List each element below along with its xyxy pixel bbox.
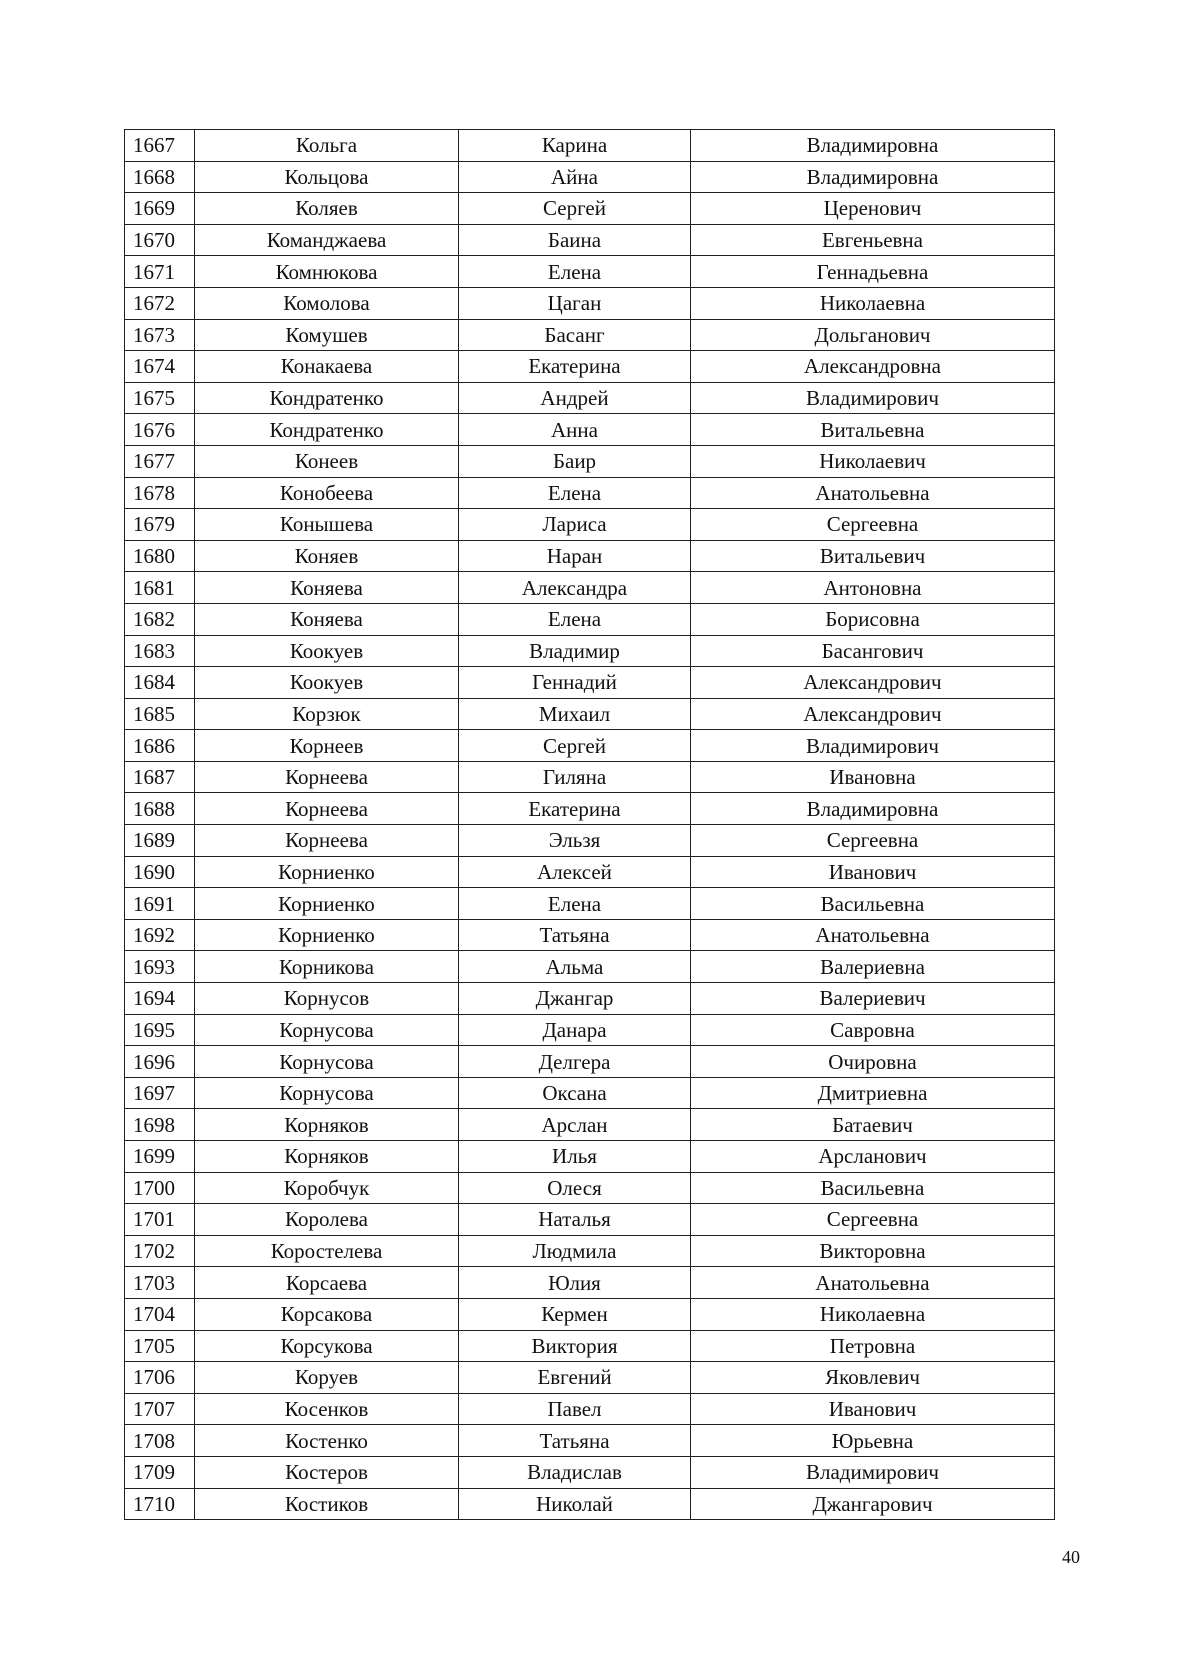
first-name-cell: Джангар bbox=[459, 983, 691, 1015]
patronymic-cell: Евгеньевна bbox=[691, 224, 1055, 256]
patronymic-cell: Владимировна bbox=[691, 130, 1055, 162]
first-name-cell: Елена bbox=[459, 888, 691, 920]
patronymic-cell: Джангарович bbox=[691, 1488, 1055, 1520]
patronymic-cell: Владимирович bbox=[691, 1456, 1055, 1488]
first-name-cell: Владимир bbox=[459, 635, 691, 667]
patronymic-cell: Очировна bbox=[691, 1046, 1055, 1078]
patronymic-cell: Валериевич bbox=[691, 983, 1055, 1015]
patronymic-cell: Владимировна bbox=[691, 793, 1055, 825]
table-row bbox=[125, 477, 1055, 509]
patronymic-cell: Васильевна bbox=[691, 888, 1055, 920]
patronymic-cell: Юрьевна bbox=[691, 1425, 1055, 1457]
table-row bbox=[125, 572, 1055, 604]
row-number-cell: 1671 bbox=[125, 256, 195, 288]
row-number-cell: 1708 bbox=[125, 1425, 195, 1457]
first-name-cell: Алексей bbox=[459, 856, 691, 888]
row-number-cell: 1679 bbox=[125, 509, 195, 541]
table-row bbox=[125, 445, 1055, 477]
table-row bbox=[125, 1077, 1055, 1109]
patronymic-cell: Владимирович bbox=[691, 730, 1055, 762]
row-number-cell: 1682 bbox=[125, 603, 195, 635]
row-number-cell: 1695 bbox=[125, 1014, 195, 1046]
first-name-cell: Елена bbox=[459, 603, 691, 635]
row-number-cell: 1687 bbox=[125, 761, 195, 793]
patronymic-cell: Владимировна bbox=[691, 161, 1055, 193]
row-number-cell: 1696 bbox=[125, 1046, 195, 1078]
row-number-cell: 1691 bbox=[125, 888, 195, 920]
last-name-cell: Комолова bbox=[195, 287, 459, 319]
table-row bbox=[125, 319, 1055, 351]
last-name-cell: Корняков bbox=[195, 1141, 459, 1173]
first-name-cell: Гиляна bbox=[459, 761, 691, 793]
patronymic-cell: Витальевич bbox=[691, 540, 1055, 572]
first-name-cell: Олеся bbox=[459, 1172, 691, 1204]
first-name-cell: Айна bbox=[459, 161, 691, 193]
patronymic-cell: Николаевна bbox=[691, 287, 1055, 319]
patronymic-cell: Борисовна bbox=[691, 603, 1055, 635]
table-row bbox=[125, 1046, 1055, 1078]
page-number: 40 bbox=[1062, 1547, 1080, 1567]
last-name-cell: Коробчук bbox=[195, 1172, 459, 1204]
patronymic-cell: Басангович bbox=[691, 635, 1055, 667]
last-name-cell: Корниенко bbox=[195, 856, 459, 888]
first-name-cell: Илья bbox=[459, 1141, 691, 1173]
row-number-cell: 1704 bbox=[125, 1298, 195, 1330]
row-number-cell: 1684 bbox=[125, 667, 195, 699]
table-row bbox=[125, 1456, 1055, 1488]
row-number-cell: 1690 bbox=[125, 856, 195, 888]
last-name-cell: Корнеев bbox=[195, 730, 459, 762]
row-number-cell: 1705 bbox=[125, 1330, 195, 1362]
row-number-cell: 1710 bbox=[125, 1488, 195, 1520]
row-number-cell: 1701 bbox=[125, 1204, 195, 1236]
last-name-cell: Конышева bbox=[195, 509, 459, 541]
row-number-cell: 1694 bbox=[125, 983, 195, 1015]
table-row bbox=[125, 130, 1055, 162]
table-row bbox=[125, 635, 1055, 667]
patronymic-cell: Анатольевна bbox=[691, 477, 1055, 509]
last-name-cell: Корнусова bbox=[195, 1014, 459, 1046]
last-name-cell: Корнеева bbox=[195, 825, 459, 857]
first-name-cell: Анна bbox=[459, 414, 691, 446]
table-row bbox=[125, 414, 1055, 446]
patronymic-cell: Николаевна bbox=[691, 1298, 1055, 1330]
patronymic-cell: Александровна bbox=[691, 351, 1055, 383]
table-row bbox=[125, 983, 1055, 1015]
table-row bbox=[125, 1362, 1055, 1394]
row-number-cell: 1669 bbox=[125, 193, 195, 225]
table-row bbox=[125, 1393, 1055, 1425]
table-row bbox=[125, 603, 1055, 635]
row-number-cell: 1685 bbox=[125, 698, 195, 730]
last-name-cell: Корнеева bbox=[195, 761, 459, 793]
patronymic-cell: Сергеевна bbox=[691, 1204, 1055, 1236]
table-row bbox=[125, 951, 1055, 983]
last-name-cell: Корнусова bbox=[195, 1077, 459, 1109]
patronymic-cell: Васильевна bbox=[691, 1172, 1055, 1204]
table-row bbox=[125, 1172, 1055, 1204]
row-number-cell: 1689 bbox=[125, 825, 195, 857]
last-name-cell: Косенков bbox=[195, 1393, 459, 1425]
last-name-cell: Кондратенко bbox=[195, 414, 459, 446]
table-row bbox=[125, 1298, 1055, 1330]
table-row bbox=[125, 1330, 1055, 1362]
row-number-cell: 1674 bbox=[125, 351, 195, 383]
roster-sheet bbox=[124, 129, 1054, 1520]
row-number-cell: 1673 bbox=[125, 319, 195, 351]
row-number-cell: 1672 bbox=[125, 287, 195, 319]
table-row bbox=[125, 1204, 1055, 1236]
row-number-cell: 1700 bbox=[125, 1172, 195, 1204]
last-name-cell: Коокуев bbox=[195, 635, 459, 667]
table-row bbox=[125, 1235, 1055, 1267]
table-row bbox=[125, 856, 1055, 888]
table-row bbox=[125, 287, 1055, 319]
patronymic-cell: Петровна bbox=[691, 1330, 1055, 1362]
table-row bbox=[125, 730, 1055, 762]
last-name-cell: Королева bbox=[195, 1204, 459, 1236]
first-name-cell: Кермен bbox=[459, 1298, 691, 1330]
last-name-cell: Коляев bbox=[195, 193, 459, 225]
row-number-cell: 1692 bbox=[125, 919, 195, 951]
first-name-cell: Екатерина bbox=[459, 793, 691, 825]
patronymic-cell: Сергеевна bbox=[691, 825, 1055, 857]
last-name-cell: Кольга bbox=[195, 130, 459, 162]
first-name-cell: Евгений bbox=[459, 1362, 691, 1394]
patronymic-cell: Сергеевна bbox=[691, 509, 1055, 541]
row-number-cell: 1697 bbox=[125, 1077, 195, 1109]
first-name-cell: Альма bbox=[459, 951, 691, 983]
first-name-cell: Лариса bbox=[459, 509, 691, 541]
table-row bbox=[125, 1141, 1055, 1173]
last-name-cell: Коняева bbox=[195, 572, 459, 604]
first-name-cell: Сергей bbox=[459, 730, 691, 762]
patronymic-cell: Церенович bbox=[691, 193, 1055, 225]
last-name-cell: Корсакова bbox=[195, 1298, 459, 1330]
patronymic-cell: Антоновна bbox=[691, 572, 1055, 604]
patronymic-cell: Викторовна bbox=[691, 1235, 1055, 1267]
row-number-cell: 1680 bbox=[125, 540, 195, 572]
first-name-cell: Андрей bbox=[459, 382, 691, 414]
last-name-cell: Корнусова bbox=[195, 1046, 459, 1078]
table-row bbox=[125, 351, 1055, 383]
row-number-cell: 1667 bbox=[125, 130, 195, 162]
first-name-cell: Наталья bbox=[459, 1204, 691, 1236]
row-number-cell: 1703 bbox=[125, 1267, 195, 1299]
last-name-cell: Команджаева bbox=[195, 224, 459, 256]
table-row bbox=[125, 919, 1055, 951]
last-name-cell: Коруев bbox=[195, 1362, 459, 1394]
table-row bbox=[125, 825, 1055, 857]
first-name-cell: Оксана bbox=[459, 1077, 691, 1109]
first-name-cell: Людмила bbox=[459, 1235, 691, 1267]
row-number-cell: 1699 bbox=[125, 1141, 195, 1173]
first-name-cell: Николай bbox=[459, 1488, 691, 1520]
row-number-cell: 1678 bbox=[125, 477, 195, 509]
table-row bbox=[125, 888, 1055, 920]
last-name-cell: Конобеева bbox=[195, 477, 459, 509]
first-name-cell: Наран bbox=[459, 540, 691, 572]
last-name-cell: Корниенко bbox=[195, 919, 459, 951]
patronymic-cell: Батаевич bbox=[691, 1109, 1055, 1141]
last-name-cell: Костеров bbox=[195, 1456, 459, 1488]
first-name-cell: Юлия bbox=[459, 1267, 691, 1299]
first-name-cell: Арслан bbox=[459, 1109, 691, 1141]
table-row bbox=[125, 761, 1055, 793]
first-name-cell: Елена bbox=[459, 477, 691, 509]
roster-table bbox=[124, 129, 1055, 1520]
table-row bbox=[125, 1425, 1055, 1457]
table-row bbox=[125, 1109, 1055, 1141]
last-name-cell: Корниенко bbox=[195, 888, 459, 920]
patronymic-cell: Иванович bbox=[691, 1393, 1055, 1425]
patronymic-cell: Геннадьевна bbox=[691, 256, 1055, 288]
table-row bbox=[125, 1014, 1055, 1046]
first-name-cell: Михаил bbox=[459, 698, 691, 730]
patronymic-cell: Дмитриевна bbox=[691, 1077, 1055, 1109]
table-row bbox=[125, 161, 1055, 193]
last-name-cell: Кондратенко bbox=[195, 382, 459, 414]
table-row bbox=[125, 193, 1055, 225]
first-name-cell: Басанг bbox=[459, 319, 691, 351]
last-name-cell: Коняева bbox=[195, 603, 459, 635]
row-number-cell: 1670 bbox=[125, 224, 195, 256]
patronymic-cell: Дольганович bbox=[691, 319, 1055, 351]
patronymic-cell: Витальевна bbox=[691, 414, 1055, 446]
patronymic-cell: Валериевна bbox=[691, 951, 1055, 983]
patronymic-cell: Анатольевна bbox=[691, 1267, 1055, 1299]
last-name-cell: Комушев bbox=[195, 319, 459, 351]
row-number-cell: 1707 bbox=[125, 1393, 195, 1425]
table-row bbox=[125, 698, 1055, 730]
table-row bbox=[125, 509, 1055, 541]
patronymic-cell: Александрович bbox=[691, 698, 1055, 730]
row-number-cell: 1686 bbox=[125, 730, 195, 762]
patronymic-cell: Александрович bbox=[691, 667, 1055, 699]
last-name-cell: Коокуев bbox=[195, 667, 459, 699]
first-name-cell: Александра bbox=[459, 572, 691, 604]
row-number-cell: 1675 bbox=[125, 382, 195, 414]
patronymic-cell: Яковлевич bbox=[691, 1362, 1055, 1394]
row-number-cell: 1683 bbox=[125, 635, 195, 667]
table-row bbox=[125, 1488, 1055, 1520]
first-name-cell: Павел bbox=[459, 1393, 691, 1425]
table-row bbox=[125, 1267, 1055, 1299]
first-name-cell: Сергей bbox=[459, 193, 691, 225]
row-number-cell: 1677 bbox=[125, 445, 195, 477]
patronymic-cell: Николаевич bbox=[691, 445, 1055, 477]
first-name-cell: Баина bbox=[459, 224, 691, 256]
table-row bbox=[125, 793, 1055, 825]
first-name-cell: Карина bbox=[459, 130, 691, 162]
table-row bbox=[125, 540, 1055, 572]
roster-table-body bbox=[125, 130, 1055, 1520]
last-name-cell: Корнусов bbox=[195, 983, 459, 1015]
last-name-cell: Корсаева bbox=[195, 1267, 459, 1299]
row-number-cell: 1706 bbox=[125, 1362, 195, 1394]
row-number-cell: 1693 bbox=[125, 951, 195, 983]
last-name-cell: Конакаева bbox=[195, 351, 459, 383]
table-row bbox=[125, 667, 1055, 699]
patronymic-cell: Савровна bbox=[691, 1014, 1055, 1046]
last-name-cell: Коростелева bbox=[195, 1235, 459, 1267]
row-number-cell: 1681 bbox=[125, 572, 195, 604]
first-name-cell: Виктория bbox=[459, 1330, 691, 1362]
first-name-cell: Татьяна bbox=[459, 919, 691, 951]
last-name-cell: Корнеева bbox=[195, 793, 459, 825]
row-number-cell: 1698 bbox=[125, 1109, 195, 1141]
first-name-cell: Елена bbox=[459, 256, 691, 288]
last-name-cell: Комнюкова bbox=[195, 256, 459, 288]
last-name-cell: Конеев bbox=[195, 445, 459, 477]
table-row bbox=[125, 256, 1055, 288]
last-name-cell: Коняев bbox=[195, 540, 459, 572]
row-number-cell: 1676 bbox=[125, 414, 195, 446]
last-name-cell: Корсукова bbox=[195, 1330, 459, 1362]
first-name-cell: Татьяна bbox=[459, 1425, 691, 1457]
row-number-cell: 1688 bbox=[125, 793, 195, 825]
first-name-cell: Делгера bbox=[459, 1046, 691, 1078]
table-row bbox=[125, 224, 1055, 256]
last-name-cell: Костенко bbox=[195, 1425, 459, 1457]
first-name-cell: Баир bbox=[459, 445, 691, 477]
row-number-cell: 1668 bbox=[125, 161, 195, 193]
table-row bbox=[125, 382, 1055, 414]
last-name-cell: Кольцова bbox=[195, 161, 459, 193]
row-number-cell: 1702 bbox=[125, 1235, 195, 1267]
first-name-cell: Эльзя bbox=[459, 825, 691, 857]
last-name-cell: Костиков bbox=[195, 1488, 459, 1520]
first-name-cell: Цаган bbox=[459, 287, 691, 319]
first-name-cell: Данара bbox=[459, 1014, 691, 1046]
last-name-cell: Корзюк bbox=[195, 698, 459, 730]
first-name-cell: Геннадий bbox=[459, 667, 691, 699]
last-name-cell: Корникова bbox=[195, 951, 459, 983]
patronymic-cell: Иванович bbox=[691, 856, 1055, 888]
patronymic-cell: Владимирович bbox=[691, 382, 1055, 414]
first-name-cell: Екатерина bbox=[459, 351, 691, 383]
last-name-cell: Корняков bbox=[195, 1109, 459, 1141]
patronymic-cell: Ивановна bbox=[691, 761, 1055, 793]
first-name-cell: Владислав bbox=[459, 1456, 691, 1488]
patronymic-cell: Анатольевна bbox=[691, 919, 1055, 951]
row-number-cell: 1709 bbox=[125, 1456, 195, 1488]
patronymic-cell: Арсланович bbox=[691, 1141, 1055, 1173]
